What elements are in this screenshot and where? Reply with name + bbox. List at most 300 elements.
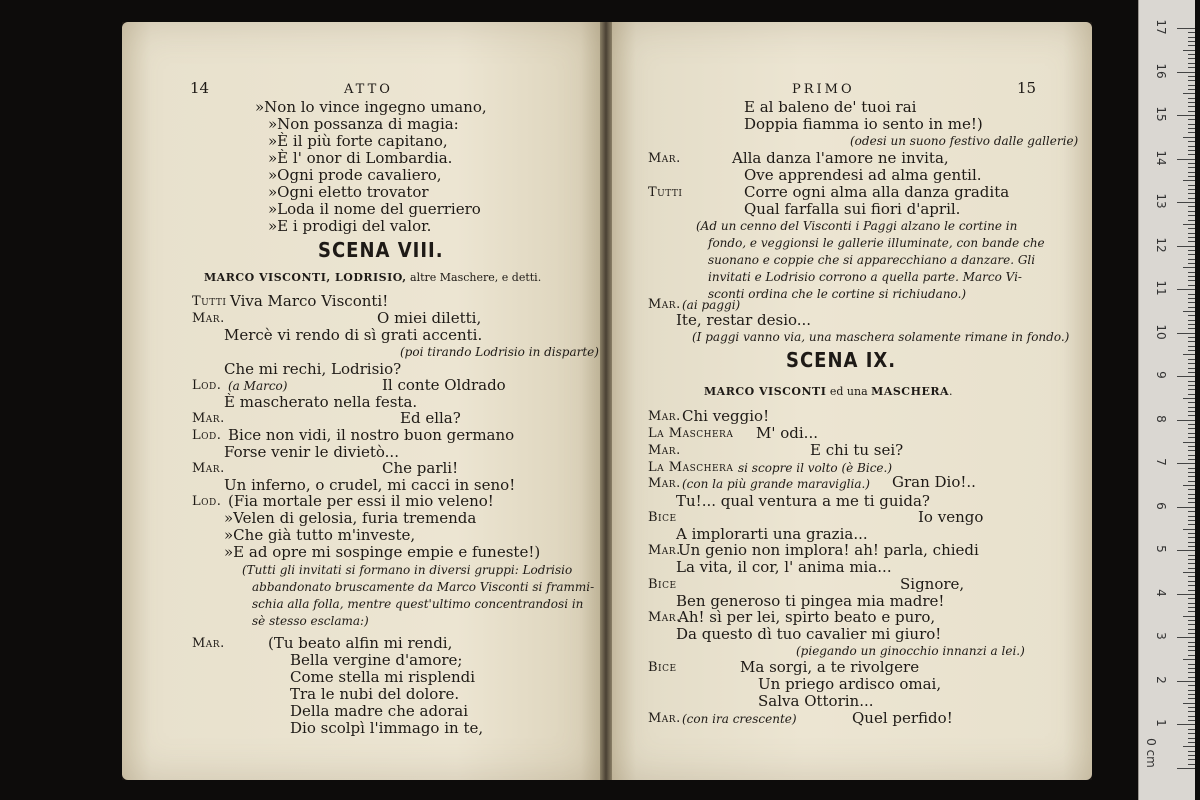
ruler-tick xyxy=(1188,141,1195,142)
ruler-tick xyxy=(1188,415,1195,416)
ruler-tick xyxy=(1188,428,1195,429)
speaker: Tutti xyxy=(192,294,227,309)
ruler-tick xyxy=(1188,502,1195,503)
ruler-tick xyxy=(1188,655,1195,656)
dialogue-line: A implorarti una grazia... xyxy=(676,525,868,543)
ruler-tick xyxy=(1183,93,1195,94)
ruler-tick xyxy=(1183,311,1195,312)
ruler-tick xyxy=(1183,703,1195,704)
ruler-tick xyxy=(1188,533,1195,534)
ruler-tick xyxy=(1188,368,1195,369)
stage-direction: (I paggi vanno via, una maschera solamente rimane in fondo.) xyxy=(692,330,1070,344)
ruler-tick xyxy=(1188,498,1195,499)
ruler-tick xyxy=(1188,67,1195,68)
ruler-tick xyxy=(1188,450,1195,451)
speaker: Mar. xyxy=(648,151,681,166)
characters-mid: ed una xyxy=(826,385,872,398)
ruler-tick xyxy=(1188,755,1195,756)
ruler-tick xyxy=(1188,694,1195,695)
ruler-tick xyxy=(1188,341,1195,342)
ruler-tick xyxy=(1188,328,1195,329)
ruler-tick xyxy=(1177,681,1195,682)
ruler-tick xyxy=(1188,590,1195,591)
running-head-right: PRIMO xyxy=(792,82,855,97)
ruler-tick xyxy=(1188,372,1195,373)
ruler-tick xyxy=(1188,163,1195,164)
dialogue-line: Tu!... qual ventura a me ti guida? xyxy=(676,492,930,510)
left-page xyxy=(122,22,600,780)
dialogue-line: »Velen di gelosia, furia tremenda xyxy=(224,509,477,527)
ruler-tick xyxy=(1188,481,1195,482)
ruler-tick xyxy=(1188,629,1195,630)
ruler-tick xyxy=(1177,159,1195,160)
ruler-tick xyxy=(1188,272,1195,273)
dialogue-line: E al baleno de' tuoi rai xyxy=(744,98,917,116)
dialogue-line: Che mi rechi, Lodrisio? xyxy=(224,360,402,378)
verse-line: Salva Ottorin... xyxy=(758,692,874,710)
verse-line: Dio scolpì l'immago in te, xyxy=(290,719,484,737)
ruler-tick xyxy=(1177,289,1195,290)
ruler-tick xyxy=(1188,559,1195,560)
ruler-tick xyxy=(1188,132,1195,133)
ruler-tick xyxy=(1188,620,1195,621)
ruler-tick xyxy=(1188,433,1195,434)
dialogue-line: Un genio non implora! ah! parla, chiedi xyxy=(678,541,979,559)
characters-name2: MASCHERA xyxy=(871,385,950,398)
dialogue-line: Gran Dio!.. xyxy=(892,473,976,491)
scene-title-viii: SCENA VIII. xyxy=(318,238,444,262)
ruler-tick xyxy=(1188,598,1195,599)
ruler-tick xyxy=(1188,45,1195,46)
dialogue-line: Il conte Oldrado xyxy=(382,376,506,394)
ruler-label: 5 xyxy=(1154,545,1168,554)
ruler-label: 9 xyxy=(1154,371,1168,380)
ruler-tick xyxy=(1188,85,1195,86)
ruler-tick xyxy=(1188,402,1195,403)
ruler-tick xyxy=(1177,202,1195,203)
dialogue-line: Ah! sì per lei, spirto beato e puro, xyxy=(678,608,936,626)
ruler-tick xyxy=(1188,677,1195,678)
ruler-tick xyxy=(1188,315,1195,316)
ruler-tick xyxy=(1188,124,1195,125)
dialogue-line: Che parli! xyxy=(382,459,459,477)
dialogue-line: Bice non vidi, il nostro buon germano xyxy=(228,426,515,444)
speaker: Bice xyxy=(648,660,677,675)
verse-line: Ma sorgi, a te rivolgere xyxy=(740,658,920,676)
ruler-tick xyxy=(1188,468,1195,469)
page-number-right: 15 xyxy=(1017,79,1037,97)
ruler-label: 13 xyxy=(1154,193,1168,209)
ruler-tick xyxy=(1188,350,1195,351)
verse-line: Come stella mi risplendi xyxy=(290,668,476,686)
speaker: Mar. xyxy=(192,311,225,326)
ruler-tick xyxy=(1183,137,1195,138)
ruler-tick xyxy=(1188,198,1195,199)
stage-direction: (con ira crescente) xyxy=(682,712,797,726)
ruler-label: 2 xyxy=(1154,676,1168,684)
scene-title-ix: SCENA IX. xyxy=(786,348,897,372)
speaker: Lod. xyxy=(192,378,222,393)
verse-line: Della madre che adorai xyxy=(290,702,468,720)
chorus-line-8: »E i prodigi del valor. xyxy=(268,217,432,235)
ruler-tick xyxy=(1188,489,1195,490)
ruler-tick xyxy=(1183,267,1195,268)
ruler-tick xyxy=(1188,707,1195,708)
ruler-tick xyxy=(1177,246,1195,247)
ruler-tick xyxy=(1188,89,1195,90)
ruler-tick xyxy=(1177,72,1195,73)
characters-end: . xyxy=(949,385,953,398)
ruler-tick xyxy=(1188,76,1195,77)
ruler-tick xyxy=(1177,463,1195,464)
speaker: Mar. xyxy=(648,409,681,424)
ruler-tick xyxy=(1188,607,1195,608)
ruler-tick xyxy=(1188,537,1195,538)
ruler-tick xyxy=(1188,185,1195,186)
stage-direction: sè stesso esclama:) xyxy=(252,614,369,628)
ruler-label: 0 cm xyxy=(1144,738,1158,768)
ruler-tick xyxy=(1188,646,1195,647)
ruler-tick xyxy=(1183,572,1195,573)
ruler-tick xyxy=(1188,346,1195,347)
ruler-tick xyxy=(1188,237,1195,238)
ruler-tick xyxy=(1188,98,1195,99)
dialogue-line: Ove apprendesi ad alma gentil. xyxy=(744,166,982,184)
dialogue-line: »E ad opre mi sospinge empie e funeste!) xyxy=(224,543,541,561)
ruler-label: 12 xyxy=(1154,237,1168,253)
scene-characters-right xyxy=(704,384,953,400)
verse-line: (Tu beato alfin mi rendi, xyxy=(268,634,453,652)
stage-direction: (Tutti gli invitati si formano in diversi gruppi: Lodrisio xyxy=(242,563,573,577)
ruler-tick xyxy=(1183,442,1195,443)
dialogue-line: (Fia mortale per essi il mio veleno! xyxy=(228,492,494,510)
stage-direction: fondo, e veggionsi le gallerie illuminate, con bande che xyxy=(708,236,1045,250)
ruler-tick xyxy=(1188,394,1195,395)
ruler-tick xyxy=(1177,28,1195,29)
ruler-tick xyxy=(1177,333,1195,334)
ruler-label: 1 xyxy=(1154,719,1168,728)
ruler-label: 16 xyxy=(1154,62,1168,79)
ruler-tick xyxy=(1188,546,1195,547)
ruler-tick xyxy=(1188,411,1195,412)
ruler-label: 6 xyxy=(1154,501,1168,510)
speaker: Bice xyxy=(648,510,677,525)
dialogue-line: È mascherato nella festa. xyxy=(224,393,418,411)
ruler-tick xyxy=(1188,633,1195,634)
page-number-left: 14 xyxy=(190,79,210,97)
dialogue-line: »Che già tutto m'investe, xyxy=(224,526,416,544)
stage-direction: invitati e Lodrisio corrono a quella parte. Marco Vi- xyxy=(708,270,1022,284)
dialogue-line: Ed ella? xyxy=(400,409,461,427)
speaker: Mar. xyxy=(648,476,681,491)
ruler-tick xyxy=(1177,637,1195,638)
chorus-line-3: »È il più forte capitano, xyxy=(268,132,448,150)
ruler-tick xyxy=(1183,50,1195,51)
ruler-tick xyxy=(1188,337,1195,338)
ruler-label: 15 xyxy=(1154,106,1168,122)
ruler-tick xyxy=(1188,664,1195,665)
ruler-tick xyxy=(1183,224,1195,225)
ruler-label: 17 xyxy=(1154,19,1168,35)
ruler-tick xyxy=(1183,659,1195,660)
scene-characters-left xyxy=(204,270,541,286)
verse-line: Tra le nubi del dolore. xyxy=(290,685,460,703)
ruler-tick xyxy=(1188,41,1195,42)
ruler-tick xyxy=(1188,241,1195,242)
speaker: Mar. xyxy=(648,610,681,625)
verse-line: Bella vergine d'amore; xyxy=(290,651,463,669)
ruler-tick xyxy=(1188,233,1195,234)
dialogue-line: Ite, restar desio... xyxy=(676,311,812,329)
speaker: Mar. xyxy=(192,636,225,651)
ruler-tick xyxy=(1188,172,1195,173)
ruler-tick xyxy=(1188,298,1195,299)
ruler-label: 10 xyxy=(1154,324,1168,340)
ruler-tick xyxy=(1188,150,1195,151)
dialogue-line: Mercè vi rendo di sì grati accenti. xyxy=(224,326,483,344)
ruler-tick xyxy=(1188,603,1195,604)
characters-names: MARCO VISCONTI, LODRISIO, xyxy=(204,271,407,284)
stage-direction: (Ad un cenno del Visconti i Paggi alzano le cortine in xyxy=(696,219,1018,233)
ruler-tick xyxy=(1188,285,1195,286)
speaker: Mar. xyxy=(648,443,681,458)
stage-direction: abbandonato bruscamente da Marco Visconti si frammi- xyxy=(252,580,595,594)
ruler-tick xyxy=(1177,507,1195,508)
ruler-tick xyxy=(1188,381,1195,382)
dialogue-line: Corre ogni alma alla danza gradita xyxy=(744,183,1010,201)
ruler-tick xyxy=(1188,102,1195,103)
stage-direction: (odesi un suono festivo dalle gallerie) xyxy=(850,134,1079,148)
dialogue-line: Io vengo xyxy=(918,508,984,526)
stage-direction: si scopre il volto (è Bice.) xyxy=(738,461,893,475)
ruler-tick xyxy=(1188,764,1195,765)
ruler-tick xyxy=(1188,424,1195,425)
ruler-tick xyxy=(1188,624,1195,625)
ruler-tick xyxy=(1188,472,1195,473)
ruler-tick xyxy=(1188,228,1195,229)
chorus-line-5: »Ogni prode cavaliero, xyxy=(268,166,442,184)
ruler-tick xyxy=(1183,746,1195,747)
ruler-tick xyxy=(1188,650,1195,651)
ruler-tick xyxy=(1177,594,1195,595)
characters-rest: altre Maschere, e detti. xyxy=(406,271,542,284)
ruler-tick xyxy=(1188,690,1195,691)
ruler-tick xyxy=(1188,738,1195,739)
right-page xyxy=(612,22,1092,780)
dialogue-line: Forse venir le divietò... xyxy=(224,443,399,461)
stage-direction: (a Marco) xyxy=(228,379,288,393)
ruler-tick xyxy=(1188,320,1195,321)
ruler-tick xyxy=(1183,529,1195,530)
ruler-label: 8 xyxy=(1154,414,1168,423)
ruler-tick xyxy=(1177,768,1195,769)
ruler-tick xyxy=(1183,616,1195,617)
ruler-label: 7 xyxy=(1154,458,1168,467)
dialogue-line: Alla danza l'amore ne invita, xyxy=(732,149,949,167)
speaker: Lod. xyxy=(192,494,222,509)
ruler-tick xyxy=(1188,254,1195,255)
ruler-tick xyxy=(1188,307,1195,308)
ruler-tick xyxy=(1188,585,1195,586)
ruler-tick xyxy=(1188,119,1195,120)
ruler-tick xyxy=(1188,385,1195,386)
ruler-label: 11 xyxy=(1154,280,1168,296)
ruler-tick xyxy=(1188,259,1195,260)
ruler-tick xyxy=(1188,80,1195,81)
chorus-line-4: »È l' onor di Lombardia. xyxy=(268,149,453,167)
ruler-tick xyxy=(1188,389,1195,390)
stage-direction: (con la più grande maraviglia.) xyxy=(682,477,870,491)
dialogue-line: E chi tu sei? xyxy=(810,441,904,459)
ruler-tick xyxy=(1188,220,1195,221)
ruler-tick xyxy=(1188,511,1195,512)
ruler-tick xyxy=(1188,437,1195,438)
running-head-left: ATTO xyxy=(344,82,393,97)
ruler-tick xyxy=(1177,115,1195,116)
speaker: Mar. xyxy=(648,711,681,726)
ruler-tick xyxy=(1188,302,1195,303)
ruler-tick xyxy=(1188,520,1195,521)
ruler-tick xyxy=(1188,280,1195,281)
ruler-tick xyxy=(1188,324,1195,325)
ruler-tick xyxy=(1188,759,1195,760)
ruler-tick xyxy=(1188,176,1195,177)
ruler-tick xyxy=(1188,494,1195,495)
ruler-tick xyxy=(1188,555,1195,556)
ruler-tick xyxy=(1188,215,1195,216)
ruler-tick xyxy=(1177,376,1195,377)
ruler-tick xyxy=(1183,180,1195,181)
ruler-tick xyxy=(1188,476,1195,477)
dialogue-line: Ben generoso ti pingea mia madre! xyxy=(676,592,945,610)
dialogue-line: Qual farfalla sui fiori d'april. xyxy=(744,200,961,218)
ruler-tick xyxy=(1188,711,1195,712)
ruler-tick xyxy=(1188,167,1195,168)
ruler-tick xyxy=(1188,276,1195,277)
ruler-tick xyxy=(1188,54,1195,55)
measuring-ruler xyxy=(1138,0,1195,800)
speaker: Mar. xyxy=(648,543,681,558)
ruler-tick xyxy=(1188,751,1195,752)
ruler-tick xyxy=(1183,398,1195,399)
ruler-tick xyxy=(1188,63,1195,64)
dialogue-line: Doppia fiamma io sento in me!) xyxy=(744,115,983,133)
ruler-tick xyxy=(1188,516,1195,517)
ruler-tick xyxy=(1177,550,1195,551)
ruler-tick xyxy=(1188,363,1195,364)
speaker: Lod. xyxy=(192,428,222,443)
ruler-tick xyxy=(1188,455,1195,456)
ruler-tick xyxy=(1177,724,1195,725)
ruler-tick xyxy=(1188,698,1195,699)
speaker: La Maschera xyxy=(648,426,734,441)
stage-direction: suonano e coppie che si apparecchiano a danzare. Gli xyxy=(708,253,1036,267)
ruler-tick xyxy=(1188,263,1195,264)
stage-direction: (poi tirando Lodrisio in disparte) xyxy=(400,345,599,359)
ruler-tick xyxy=(1188,146,1195,147)
chorus-line-7: »Loda il nome del guerriero xyxy=(268,200,481,218)
stage-direction: (ai paggi) xyxy=(682,298,741,312)
dialogue-line: M' odi... xyxy=(756,424,818,442)
chorus-line-1: »Non lo vince ingegno umano, xyxy=(255,98,487,116)
chorus-line-6: »Ogni eletto trovator xyxy=(268,183,429,201)
ruler-tick xyxy=(1188,668,1195,669)
chorus-line-2: »Non possanza di magia: xyxy=(268,115,459,133)
ruler-tick xyxy=(1188,742,1195,743)
dialogue-line: Da questo dì tuo cavalier mi giuro! xyxy=(676,625,942,643)
ruler-tick xyxy=(1188,685,1195,686)
stage-direction: (piegando un ginocchio innanzi a lei.) xyxy=(796,644,1025,658)
dialogue-line: La vita, il cor, l' anima mia... xyxy=(676,558,892,576)
ruler-tick xyxy=(1177,420,1195,421)
dialogue-line: O miei diletti, xyxy=(377,309,482,327)
ruler-tick xyxy=(1188,563,1195,564)
ruler-tick xyxy=(1183,354,1195,355)
ruler-tick xyxy=(1188,459,1195,460)
ruler-tick xyxy=(1188,211,1195,212)
ruler-tick xyxy=(1188,729,1195,730)
speaker: Mar. xyxy=(648,297,681,312)
ruler-tick xyxy=(1188,206,1195,207)
ruler-tick xyxy=(1188,581,1195,582)
ruler-tick xyxy=(1188,446,1195,447)
speaker: Mar. xyxy=(192,461,225,476)
speaker: Mar. xyxy=(192,411,225,426)
characters-name1: MARCO VISCONTI xyxy=(704,385,827,398)
dialogue-line: Signore, xyxy=(900,575,965,593)
stage-direction: sconti ordina che le cortine si richiudano.) xyxy=(708,287,967,301)
ruler-label: 3 xyxy=(1154,632,1168,641)
ruler-tick xyxy=(1188,189,1195,190)
ruler-tick xyxy=(1188,154,1195,155)
ruler-tick xyxy=(1188,576,1195,577)
speaker: Bice xyxy=(648,577,677,592)
ruler-tick xyxy=(1188,106,1195,107)
ruler-tick xyxy=(1188,128,1195,129)
ruler-label: 14 xyxy=(1154,149,1168,166)
ruler-tick xyxy=(1188,294,1195,295)
speaker: Tutti xyxy=(648,185,683,200)
dialogue-line: Viva Marco Visconti! xyxy=(230,292,389,310)
ruler-tick xyxy=(1188,568,1195,569)
ruler-tick xyxy=(1188,37,1195,38)
open-book xyxy=(122,22,1092,780)
ruler-tick xyxy=(1188,524,1195,525)
ruler-tick xyxy=(1183,485,1195,486)
dialogue-line: Chi veggio! xyxy=(682,407,770,425)
ruler-tick xyxy=(1188,542,1195,543)
verse-line: Un priego ardisco omai, xyxy=(758,675,942,693)
book-gutter xyxy=(600,22,612,780)
ruler-tick xyxy=(1188,407,1195,408)
stage-direction: schia alla folla, mentre quest'ultimo concentrandosi in xyxy=(252,597,584,611)
ruler-tick xyxy=(1188,193,1195,194)
ruler-tick xyxy=(1188,611,1195,612)
ruler-tick xyxy=(1188,733,1195,734)
ruler-tick xyxy=(1188,250,1195,251)
ruler-tick xyxy=(1188,672,1195,673)
ruler-tick xyxy=(1188,359,1195,360)
ruler-tick xyxy=(1188,111,1195,112)
speaker: La Maschera xyxy=(648,460,734,475)
ruler-tick xyxy=(1188,58,1195,59)
ruler-tick xyxy=(1188,716,1195,717)
ruler-tick xyxy=(1188,32,1195,33)
ruler-tick xyxy=(1188,642,1195,643)
dialogue-line: Un inferno, o crudel, mi cacci in seno! xyxy=(224,476,516,494)
ruler-label: 4 xyxy=(1154,589,1168,597)
dialogue-line: Quel perfido! xyxy=(852,709,953,727)
